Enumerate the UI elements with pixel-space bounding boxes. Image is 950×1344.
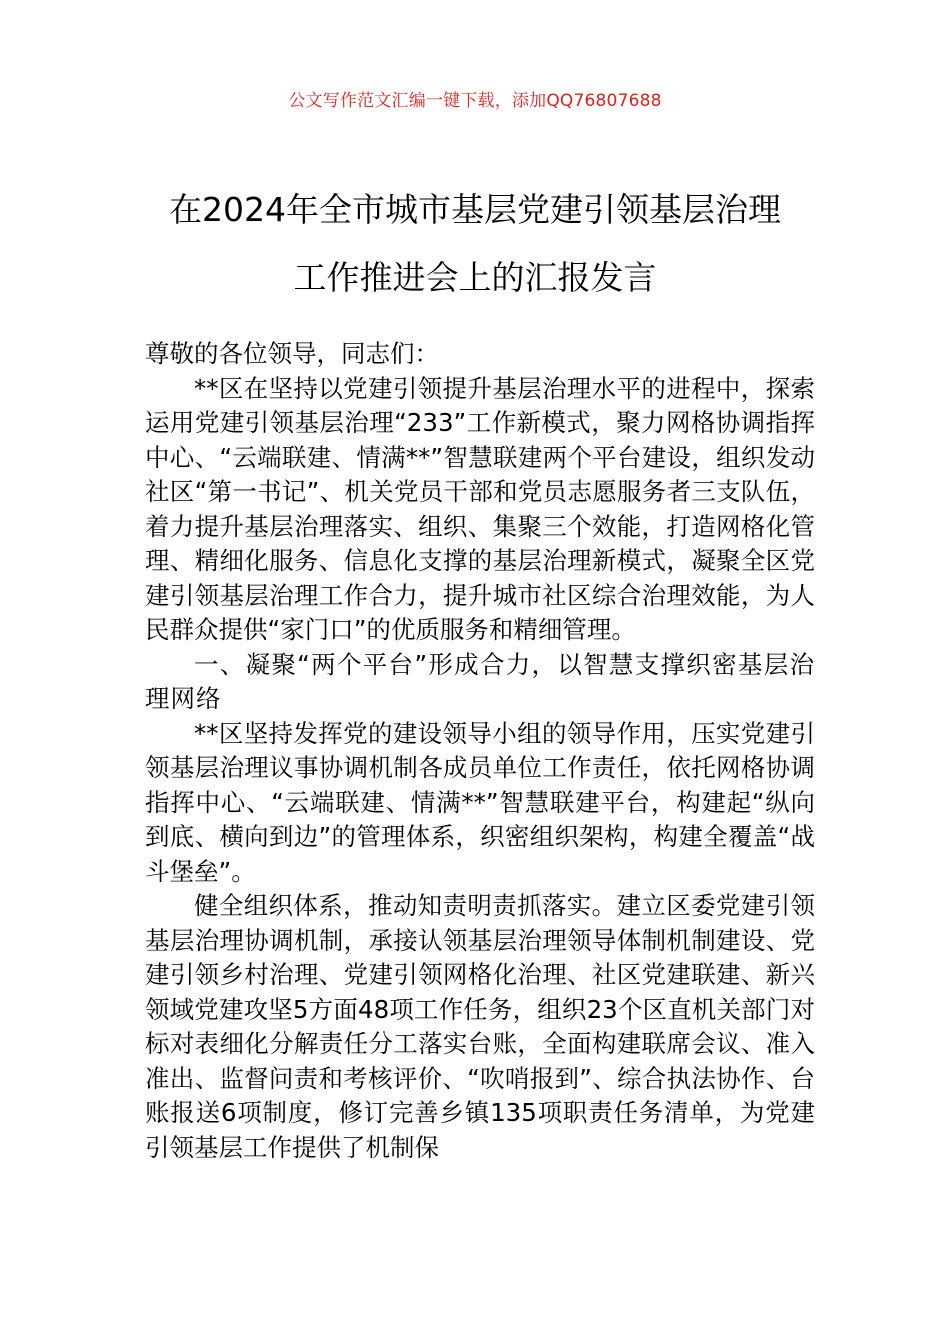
section-heading-1: 一、凝聚“两个平台”形成合力，以智慧支撑织密基层治理网络 [145,649,815,713]
salutation: 尊敬的各位领导，同志们： [145,339,439,368]
intro-paragraph: **区在坚持以党建引领提升基层治理水平的进程中，探索运用党建引领基层治理“233”工作新模式，聚力网格协调指挥中心、“云端联建、情满**”智慧联建两个平台建设，组织发动社区“第一书记”、机关党员干部和党员志愿服务者三支队伍，着力提升基层治理落实、组织、集聚三个效能，打造网格化管理、精细化服务、信息化支撑的基层治理新模式，凝聚全区党建引领基层治理工作合力，提升城市社区综合治理效能，为人民群众提供“家门口”的优质服务和精细管理。 [145,373,815,644]
document-body [145,337,815,1165]
title-line-1: 在2024年全市城市基层党建引领基层治理 [169,190,781,229]
body-paragraph: 健全组织体系，推动知责明责抓落实。建立区委党建引领基层治理协调机制，承接认领基层治理领导体制机制建设、党建引领乡村治理、党建引领网格化治理、社区党建联建、新兴领域党建攻坚5方面48项工作任务，组织23个区直机关部门对标对表细化分解责任分工落实台账，全面构建联席会议、准入准出、监督问责和考核评价、“吹哨报到”、综合执法协作、台账报送6项制度，修订完善乡镇135项职责任务清单，为党建引领基层工作提供了机制保 [145,891,815,1162]
download-promo-note: 公文写作范文汇编一键下载，添加QQ76807688 [288,91,662,111]
body-paragraph: **区坚持发挥党的建设领导小组的领导作用，压实党建引领基层治理议事协调机制各成员单位工作责任，依托网格协调指挥中心、“云端联建、情满**”智慧联建平台，构建起“纵向到底、横向到边”的管理体系，织密组织架构，构建全覆盖“战斗堡垒”。 [145,718,815,886]
document-title [140,176,810,312]
title-line-2: 工作推进会上的汇报发言 [293,258,657,297]
